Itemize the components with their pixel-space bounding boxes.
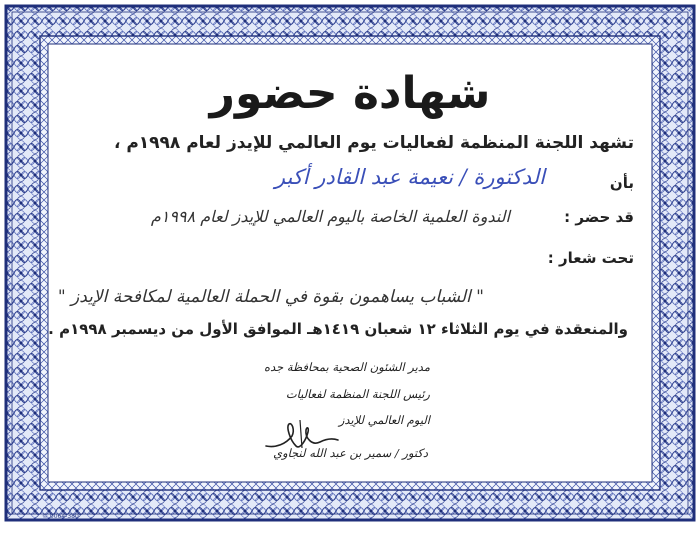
attended-label: قد حضر :: [564, 208, 634, 226]
signatory-title-3: اليوم العالمي للإيدز: [338, 413, 430, 427]
certify-statement: تشهد اللجنة المنظمة لفعاليات يوم العالمي للإيدز لعام ١٩٩٨م ،: [113, 133, 634, 153]
attended-event: الندوة العلمية الخاصة باليوم العالمي للإيدز لعام ١٩٩٨م: [150, 207, 510, 226]
event-date-line: والمنعقدة في يوم الثلاثاء ١٢ شعبان ١٤١٩هـ الموافق الأول من ديسمبر ١٩٩٨م .: [48, 320, 628, 338]
slogan-label: تحت شعار :: [547, 249, 634, 267]
slogan-text: " الشباب يساهمون بقوة في الحملة العالمية لمكافحة الإيدز ": [57, 287, 484, 307]
recipient-name: الدكتورة / نعيمة عبد القادر أكبر: [274, 165, 545, 189]
signatory-name: دكتور / سمير بن عبد الله لنجاوي: [273, 446, 428, 460]
signatory-title-1: مدير الشئون الصحية بمحافظة جده: [264, 360, 430, 374]
certificate-title: شهادة حضور: [209, 68, 491, 119]
recipient-label: بأن: [609, 174, 634, 192]
signatory-title-2: رئيس اللجنة المنظمة لفعاليات: [285, 387, 430, 401]
printer-mark: © 0064-380: [42, 513, 79, 520]
